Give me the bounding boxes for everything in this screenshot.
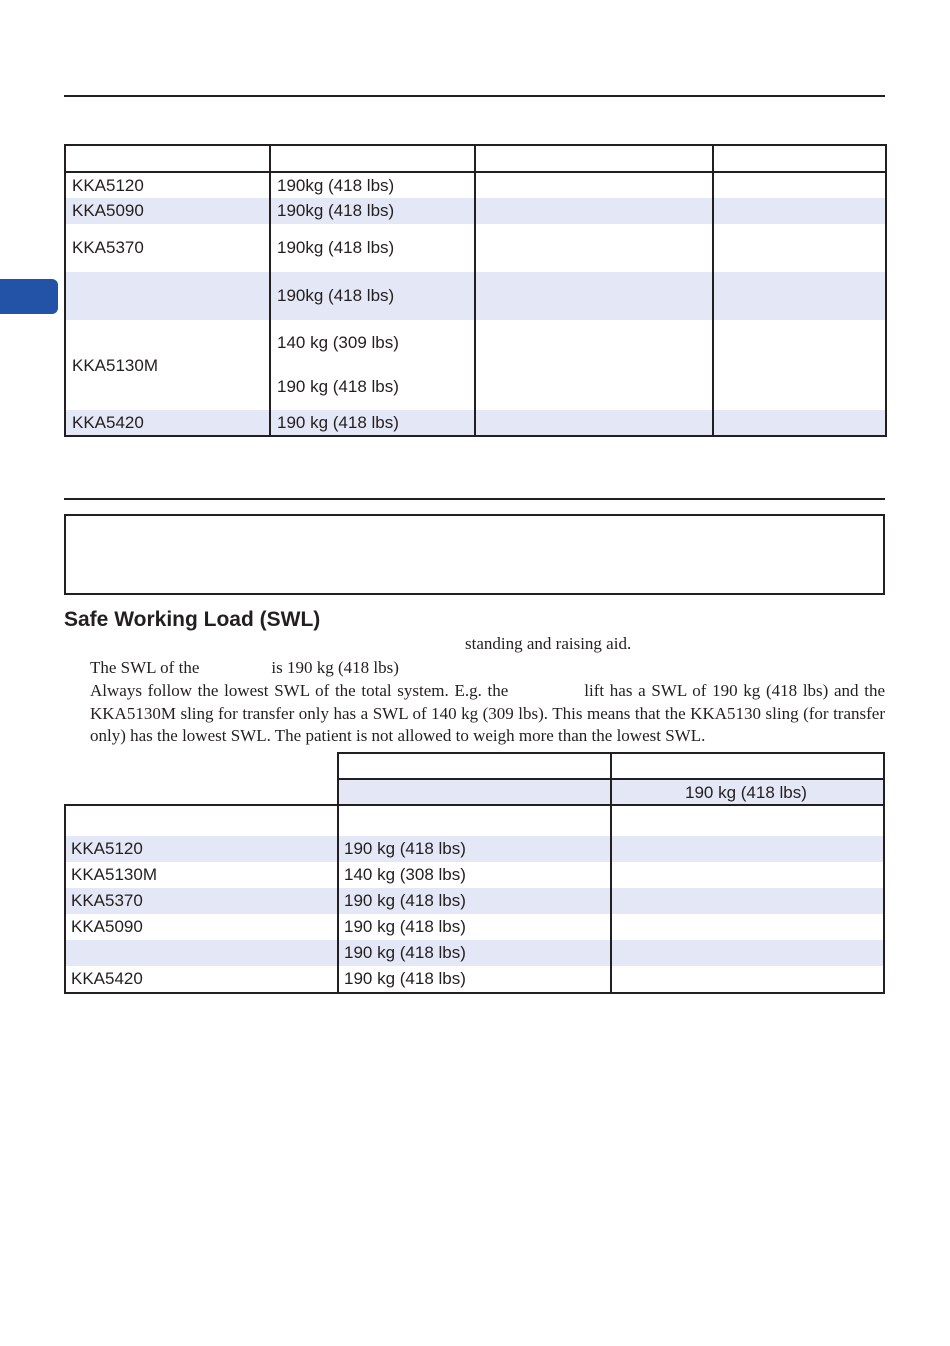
top-rule xyxy=(64,95,885,97)
swl-value: 140 kg (309 lbs) xyxy=(277,333,399,352)
swl-cell xyxy=(270,320,475,410)
swl-cell: 190 kg (418 lbs) xyxy=(344,969,466,988)
table-header-row xyxy=(65,145,886,172)
notice-box xyxy=(64,514,885,595)
table-row xyxy=(65,320,886,410)
table-row xyxy=(65,272,886,320)
swl-cell: 190kg (418 lbs) xyxy=(270,224,475,272)
model-cell xyxy=(65,272,270,320)
model-cell: KKA5120 xyxy=(71,839,143,858)
swl-value: 190 kg (418 lbs) xyxy=(277,377,399,396)
swl-paragraph: Always follow the lowest SWL of the total system. E.g. the lift has a SWL of 190 kg (418 lbs) and the KKA5130M sling for transfer only has a SWL of 140 kg (309 lbs). This means that the KKA5130 sling (for transfer only) has the lowest SWL. The patient is not allowed to weigh more than the lowest SWL. xyxy=(90,681,885,745)
swl-cell: 190 kg (418 lbs) xyxy=(344,943,466,962)
header-cell xyxy=(475,145,713,172)
table-row xyxy=(65,410,886,436)
model-cell: KKA5420 xyxy=(65,410,270,436)
model-cell: KKA5370 xyxy=(71,891,143,910)
swl-cell: 190kg (418 lbs) xyxy=(270,272,475,320)
section-rule xyxy=(64,498,885,500)
model-cell: KKA5420 xyxy=(71,969,143,988)
sling-compatibility-table xyxy=(64,144,887,437)
model-cell: KKA5090 xyxy=(65,198,270,224)
model-cell: KKA5370 xyxy=(65,224,270,272)
section-heading: Safe Working Load (SWL) xyxy=(64,608,321,631)
table-row xyxy=(65,224,886,272)
swl-statement: The SWL of the is 190 kg (418 lbs) xyxy=(90,658,399,677)
swl-cell: 190 kg (418 lbs) xyxy=(344,839,466,858)
swl-system-table xyxy=(64,752,885,994)
swl-cell: 140 kg (308 lbs) xyxy=(344,865,466,884)
model-cell: KKA5090 xyxy=(71,917,143,936)
model-cell: KKA5120 xyxy=(65,172,270,198)
intro-text: standing and raising aid. xyxy=(465,634,632,653)
swl-cell: 190 kg (418 lbs) xyxy=(344,891,466,910)
header-cell xyxy=(270,145,475,172)
table-row xyxy=(65,198,886,224)
model-cell: KKA5130M xyxy=(71,865,157,884)
swl-cell: 190 kg (418 lbs) xyxy=(344,917,466,936)
chapter-tab xyxy=(0,279,58,314)
table-row xyxy=(65,172,886,198)
swl-cell: 190 kg (418 lbs) xyxy=(270,410,475,436)
swl-cell: 190kg (418 lbs) xyxy=(270,198,475,224)
lift-swl-value: 190 kg (418 lbs) xyxy=(685,783,807,802)
model-cell: KKA5130M xyxy=(65,320,270,410)
header-cell xyxy=(713,145,886,172)
header-cell xyxy=(65,145,270,172)
swl-cell: 190kg (418 lbs) xyxy=(270,172,475,198)
